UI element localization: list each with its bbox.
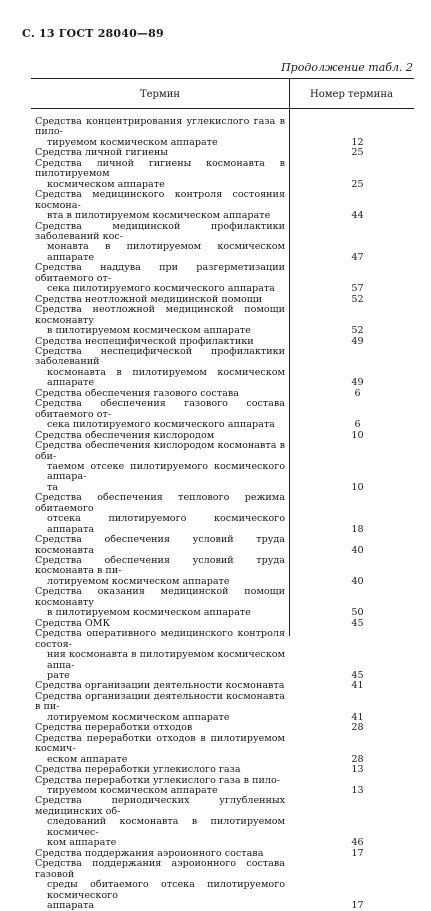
term-line: Средства ОМК	[35, 617, 111, 629]
term-cell	[31, 263, 289, 294]
term-line: Средства обеспечения газового состава обитаемого от-	[35, 398, 285, 420]
term-number: 6	[354, 387, 361, 399]
term-line: Средства обеспечения условий труда космонавта в пи-	[35, 555, 285, 577]
table-body	[31, 117, 414, 911]
term-number: 45	[351, 670, 364, 682]
table-row	[31, 587, 414, 618]
term-cell	[31, 399, 289, 430]
term-number: 47	[351, 251, 364, 263]
term-number: 28	[351, 722, 364, 734]
term-line: Средства неотложной медицинской помощи	[35, 293, 263, 305]
term-line: Средства обеспечения газового состава	[35, 387, 239, 399]
table-row	[31, 849, 414, 859]
term-line: Средства наддува при разгерметизации обитаемого от-	[35, 262, 285, 284]
term-number: 13	[351, 785, 364, 796]
term-number: 17	[351, 899, 364, 911]
term-line: Средства переработки отходов	[35, 722, 193, 734]
term-line: отсека пилотируемого космического аппарата	[47, 513, 285, 535]
term-line: Средства организации деятельности космонавта	[35, 680, 285, 692]
term-cell	[31, 796, 289, 848]
term-line: в пилотируемом космическом аппарате	[47, 607, 251, 619]
term-number: 10	[351, 481, 364, 493]
table-row	[31, 692, 414, 723]
term-cell	[31, 493, 289, 535]
table-continuation-label: Продолжение табл. 2	[281, 61, 413, 74]
term-number: 12	[351, 136, 364, 148]
term-cell	[31, 776, 289, 797]
term-cell	[31, 692, 289, 723]
term-number: 44	[351, 210, 364, 222]
term-line: Средства переработки углекислого газа в пило-	[35, 774, 280, 786]
term-line: Средства поддержания аэроионного состава	[35, 847, 264, 859]
table-header-rule	[31, 108, 414, 109]
term-number: 10	[351, 429, 364, 441]
term-line: Средства концентрирования углекислого газа в пило-	[35, 116, 285, 138]
term-line: тируемом космическом аппарате	[47, 136, 218, 148]
term-cell	[31, 681, 289, 691]
term-cell	[31, 305, 289, 336]
term-line: Средства переработки углекислого газа	[35, 764, 241, 776]
term-line: Средства переработки отходов в пилотируемом космич-	[35, 732, 285, 755]
term-number: 52	[351, 293, 364, 305]
table-row	[31, 629, 414, 681]
term-line: Средства личной гигиены космонавта в пилотируемом	[35, 157, 285, 180]
table-row	[31, 723, 414, 733]
table-row	[31, 263, 414, 294]
term-line: тируемом космическом аппарате	[47, 785, 218, 796]
term-number: 49	[351, 335, 364, 347]
term-line: среды обитаемого отсека пилотируемого космического	[47, 879, 285, 901]
term-line: лотируемом космическом аппарате	[47, 575, 230, 587]
term-line: таемом отсеке пилотируемого космического аппара-	[47, 460, 285, 483]
term-number: 41	[351, 680, 364, 692]
term-cell	[31, 117, 289, 148]
term-line: Средства неотложной медицинской помощи космонавту	[35, 304, 285, 326]
term-number: 25	[351, 178, 364, 190]
term-line: Средства организации деятельности космонавта в пи-	[35, 690, 285, 713]
term-line: Средства поддержания аэроионного состава газовой	[35, 858, 285, 880]
term-cell	[31, 723, 289, 733]
term-line: Средства периодических углубленных медицинских об-	[35, 795, 285, 817]
term-line: Средства обеспечения условий труда космонавта	[35, 534, 285, 556]
term-cell	[31, 347, 289, 389]
term-number: 57	[351, 283, 364, 295]
table-row	[31, 159, 414, 190]
term-line: Средства обеспечения теплового режима обитаемого	[35, 492, 285, 514]
column-header-term: Термин	[139, 89, 181, 100]
table-row	[31, 222, 414, 264]
term-cell	[31, 587, 289, 618]
term-cell	[31, 765, 289, 775]
table-row	[31, 796, 414, 848]
term-line: следований космонавта в пилотируемом космичес-	[47, 816, 285, 838]
term-cell	[31, 441, 289, 493]
table-row	[31, 305, 414, 336]
term-cell	[31, 556, 289, 587]
table-row	[31, 556, 414, 587]
term-line: в пилотируемом космическом аппарате	[47, 325, 251, 337]
term-line: Средства обеспечения кислородом космонавта в оби-	[35, 440, 285, 462]
term-line: еском аппарате	[47, 753, 128, 765]
term-cell	[31, 849, 289, 859]
term-line: рате	[47, 670, 70, 682]
term-cell	[31, 222, 289, 264]
term-line: сека пилотируемого космического аппарата	[47, 283, 275, 295]
term-cell	[31, 159, 289, 190]
term-number: 50	[351, 607, 364, 619]
term-number: 40	[351, 575, 364, 587]
table-row	[31, 117, 414, 148]
table-row	[31, 347, 414, 389]
term-number: 13	[351, 764, 364, 776]
term-line: Средства оказания медицинской помощи космонавту	[35, 586, 285, 608]
table-row	[31, 765, 414, 775]
term-line: та	[47, 481, 59, 493]
term-line: Средства личной гигиены	[35, 147, 168, 159]
table-row	[31, 190, 414, 221]
table-row	[31, 493, 414, 535]
column-header-number: Номер термина	[310, 89, 393, 100]
term-cell	[31, 535, 289, 556]
term-cell	[31, 859, 289, 911]
term-number: 18	[351, 523, 364, 535]
term-number: 46	[351, 837, 364, 849]
term-line: аппарата	[47, 899, 95, 911]
term-number: 25	[351, 147, 364, 159]
terms-table	[31, 78, 414, 911]
term-line: лотируемом космическом аппарате	[47, 711, 230, 723]
table-row	[31, 681, 414, 691]
term-line: вта в пилотируемом космическом аппарате	[47, 210, 271, 222]
term-number: 40	[351, 544, 364, 556]
table-row	[31, 441, 414, 493]
term-number: 41	[351, 711, 364, 723]
term-cell	[31, 190, 289, 221]
term-number: 49	[351, 377, 364, 389]
term-line: Средства неспецифической профилактики заболеваний	[35, 345, 285, 368]
term-number: 6	[354, 419, 361, 431]
term-line: ния космонавта в пилотируемом космическом аппа-	[47, 649, 285, 671]
term-number: 28	[351, 753, 364, 765]
term-line: Средства медицинской профилактики заболеваний кос-	[35, 220, 285, 242]
term-line: космонавта в пилотируемом космическом аппарате	[47, 366, 285, 389]
table-row	[31, 776, 414, 797]
term-line: Средства обеспечения кислородом	[35, 429, 215, 441]
term-line: Средства медицинского контроля состояния космона-	[35, 189, 285, 211]
term-line: монавта в пилотируемом космическом аппарате	[47, 241, 285, 263]
table-top-rule	[31, 78, 414, 79]
term-line: космическом аппарате	[47, 178, 165, 190]
table-row	[31, 535, 414, 556]
term-number: 45	[351, 617, 364, 629]
table-row	[31, 399, 414, 430]
term-line: Средства оперативного медицинского контроля состоя-	[35, 628, 285, 650]
term-line: Средства неспецифической профилактики	[35, 335, 254, 347]
table-row	[31, 859, 414, 911]
term-number: 52	[351, 325, 364, 337]
term-line: ком аппарате	[47, 837, 117, 849]
term-cell	[31, 734, 289, 765]
term-number: 17	[351, 847, 364, 859]
page-header: С. 13 ГОСТ 28040—89	[22, 27, 164, 40]
table-row	[31, 734, 414, 765]
term-cell	[31, 629, 289, 681]
term-line: сека пилотируемого космического аппарата	[47, 419, 275, 431]
